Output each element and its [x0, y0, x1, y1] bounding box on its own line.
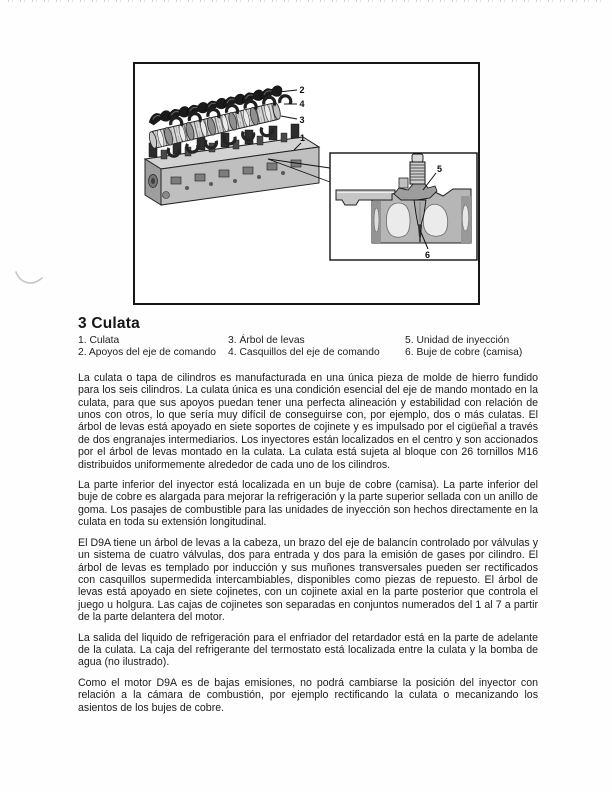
parts-legend — [78, 335, 538, 359]
section-heading: 3 Culata — [78, 315, 140, 332]
callout-6: 6 — [425, 250, 431, 260]
cylinder-head-illustration — [133, 62, 480, 305]
callout-5: 5 — [437, 164, 443, 174]
legend-item-4: 4. Casquillos del eje de comando — [228, 346, 380, 358]
body-paragraph: La salida del liquido de refrigeración para el enfriador del retardador está en la parte de adelante de la culata. La caja del refrigerante del termostato está localizada entre la culata y la bomba de agua (no ilustrado). — [78, 631, 538, 669]
callout-3: 3 — [299, 115, 305, 125]
legend-item-6: 6. Buje de cobre (camisa) — [405, 346, 523, 358]
legend-item-1: 1. Culata — [78, 335, 120, 346]
callout-4: 4 — [299, 99, 305, 109]
body-paragraph: El D9A tiene un árbol de levas a la cabeza, un brazo del eje de balancín controlado por válvulas y un sistema de cuatro válvulas, dos para entrada y dos para la emisión de gases por cilindro. El árbol de levas es templado por inducción y sus muñones transversales pueden ser rectificados con casquillos supermedida intercambiables, disponibles como piezas de repuesto. El árbol de levas está apoyado en siete cojinetes, con un cojinete axial en la parte posterior que controla el juego u holgura. Las cajas de cojinetes son separadas en conjuntos numerados del 1 al 7 a partir de la parte delantera del motor. — [78, 536, 538, 624]
body-paragraph: La parte inferior del inyector está localizada en un buje de cobre (camisa). La parte inferior del buje de cobre es alargada para mejorar la refrigeración y la parte superior sellada con un anillo de goma. Los pasajes de combustible para las unidades de inyección son hechos directamente en la culata en toda su extensión longitudinal. — [78, 479, 538, 529]
body-paragraph: Como el motor D9A es de bajas emisiones, no podrá cambiarse la posición del inyector con relación a la cámara de combustión, por ejemplo rectificando la culata o mecanizando los asientos de los bujes de cobre. — [78, 676, 538, 714]
legend-item-3: 3. Árbol de levas — [228, 335, 305, 346]
callout-2: 2 — [299, 85, 305, 95]
scan-mark — [13, 268, 47, 292]
legend-item-5: 5. Unidad de inyección — [405, 335, 510, 346]
legend-column — [228, 335, 405, 359]
legend-column — [405, 335, 538, 359]
figure-cylinder-head — [133, 62, 480, 305]
callout-1: 1 — [300, 133, 306, 143]
body-text — [78, 372, 538, 714]
body-paragraph: La culata o tapa de cilindros es manufacturada en una única pieza de molde de hierro fundido para los seis cilindros. La culata única es una condición esencial del eje de mando montado en la culata, para que sus apoyos puedan tener una perfecta alineación y estabilidad con relación de unos con otros, lo que sería muy difícil de conseguirse con, por ejemplo, dos o más culatas. El árbol de levas está apoyado en siete soportes de cojinete y es impulsado por el cigüeñal a través de dos engranajes intermediarios. Los inyectores están localizados en el centro y son accionados por el árbol de levas montado en la culata. La culata está sujeta al bloque con 26 tornillos M16 distribuidos uniformemente alrededor de cada uno de los cilindros. — [78, 371, 538, 471]
legend-column — [78, 335, 228, 359]
scan-noise — [8, 0, 604, 2]
text-content — [78, 315, 538, 722]
injector-inset — [330, 153, 477, 260]
legend-item-2: 2. Apoyos del eje de comando — [78, 346, 216, 358]
